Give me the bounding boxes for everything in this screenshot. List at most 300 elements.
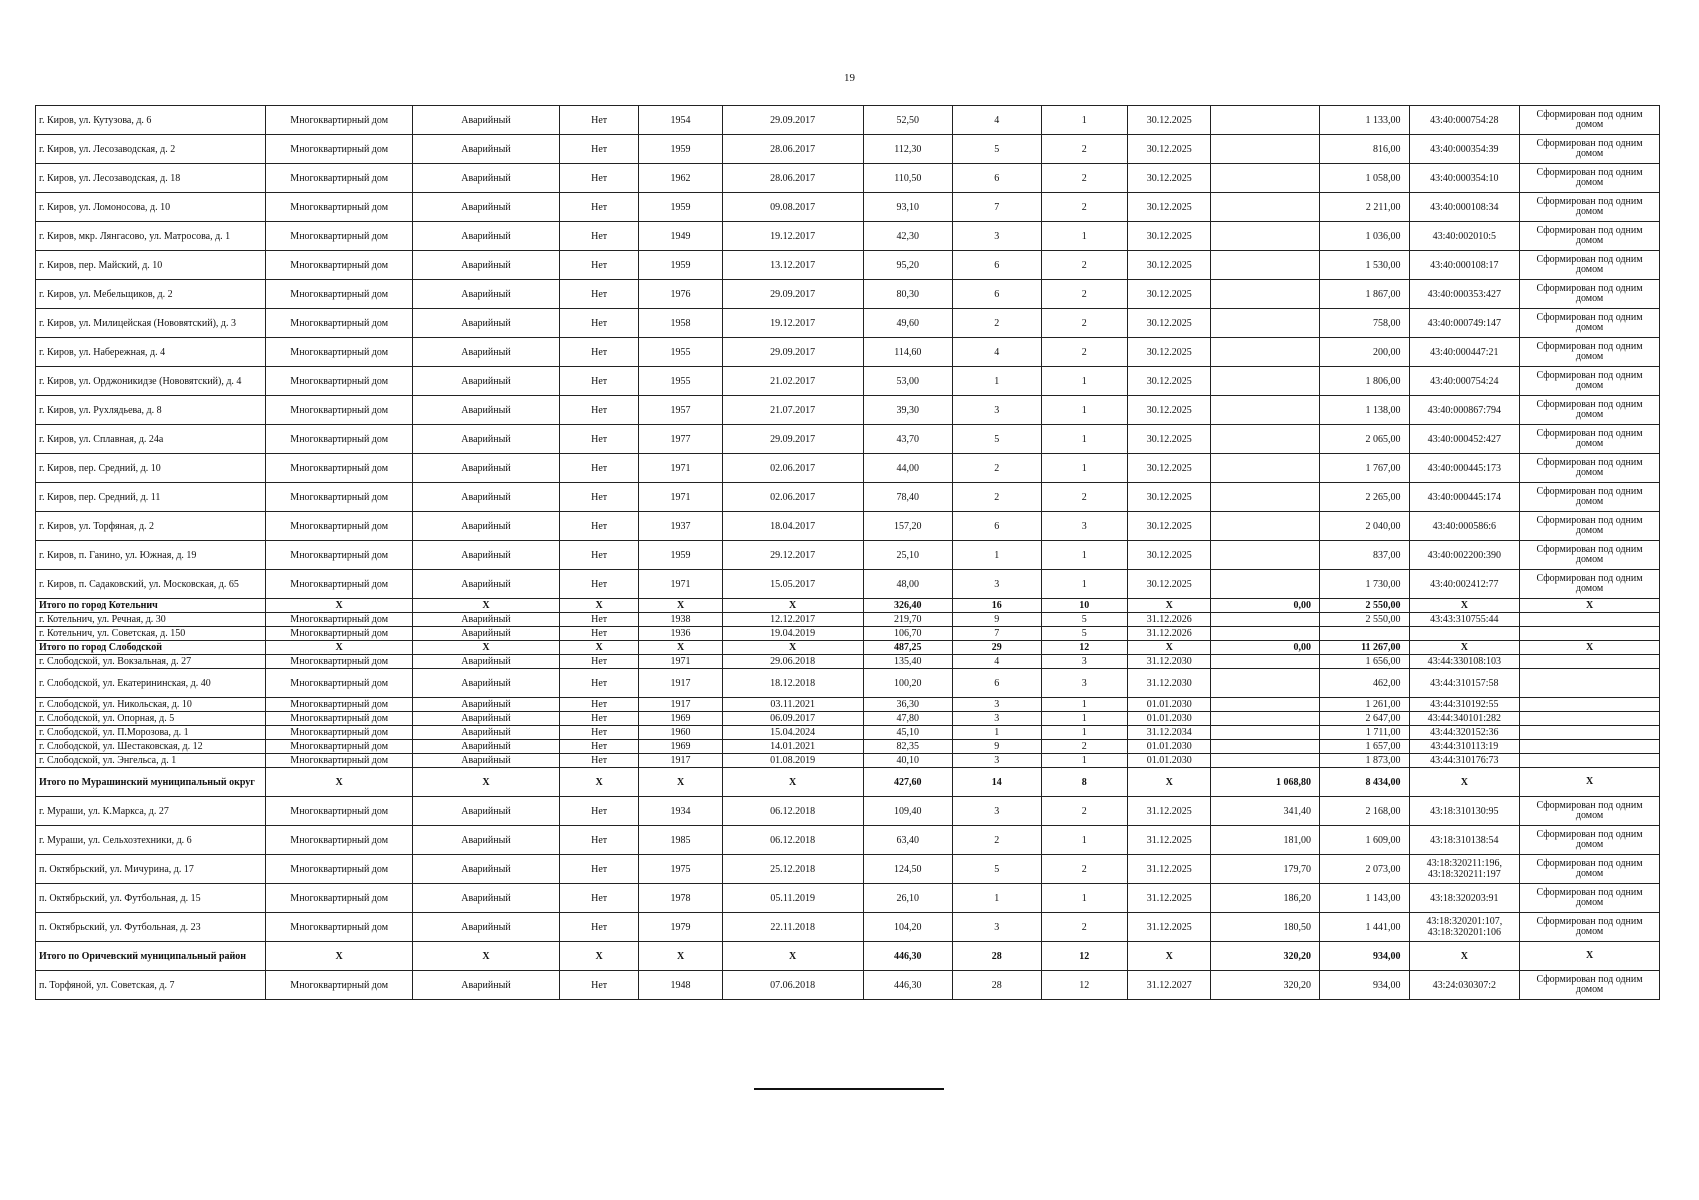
cell-year-built: X: [639, 768, 722, 797]
cell-area-2: 320,20: [1211, 942, 1320, 971]
cell-area-2: 0,00: [1211, 599, 1320, 613]
cell-building-type: Многоквартирный дом: [266, 280, 413, 309]
table-row: [36, 971, 1660, 1000]
cell-residents: 2: [953, 309, 1041, 338]
cell-recognition-date: 14.01.2021: [722, 740, 863, 754]
cell-year-built: 1917: [639, 669, 722, 698]
cell-building-type: Многоквартирный дом: [266, 698, 413, 712]
cell-note: [1520, 698, 1660, 712]
cell-land-area: 1 867,00: [1320, 280, 1409, 309]
cell-building-type: Многоквартирный дом: [266, 483, 413, 512]
cell-land-area: 1 767,00: [1320, 454, 1409, 483]
cell-residents: 3: [953, 222, 1041, 251]
cell-apartments: 5: [1041, 627, 1127, 641]
cell-area: 53,00: [863, 367, 952, 396]
cell-land-area: 1 806,00: [1320, 367, 1409, 396]
cell-area-2: [1211, 193, 1320, 222]
cell-land-area: 1 730,00: [1320, 570, 1409, 599]
cell-year-built: 1969: [639, 740, 722, 754]
cell-area-2: [1211, 106, 1320, 135]
cell-recognition-date: 03.11.2021: [722, 698, 863, 712]
cell-building-type: Многоквартирный дом: [266, 338, 413, 367]
cell-note: Сформирован под одним домом: [1520, 884, 1660, 913]
cell-address: г. Слободской, ул. Шестаковская, д. 12: [36, 740, 266, 754]
cell-recognition-date: 21.07.2017: [722, 396, 863, 425]
cell-demolished: Нет: [559, 280, 638, 309]
cell-land-area: 1 261,00: [1320, 698, 1409, 712]
cell-land-area: 1 609,00: [1320, 826, 1409, 855]
cell-note: Сформирован под одним домом: [1520, 367, 1660, 396]
table-row: [36, 367, 1660, 396]
cell-residents: 1: [953, 367, 1041, 396]
cell-condition: Аварийный: [413, 570, 560, 599]
cell-note: Сформирован под одним домом: [1520, 106, 1660, 135]
cell-condition: Аварийный: [413, 251, 560, 280]
cell-apartments: 1: [1041, 222, 1127, 251]
cell-building-type: Многоквартирный дом: [266, 627, 413, 641]
cell-recognition-date: 01.08.2019: [722, 754, 863, 768]
cell-condition: Аварийный: [413, 425, 560, 454]
cell-residents: 6: [953, 251, 1041, 280]
cell-land-area: 1 656,00: [1320, 655, 1409, 669]
cell-cadastral-number: 43:44:310192:55: [1409, 698, 1520, 712]
cell-recognition-date: 12.12.2017: [722, 613, 863, 627]
cell-land-area: 2 550,00: [1320, 613, 1409, 627]
cell-land-area: 462,00: [1320, 669, 1409, 698]
cell-building-type: Многоквартирный дом: [266, 913, 413, 942]
cell-cadastral-number: 43:44:310176:73: [1409, 754, 1520, 768]
cell-year-built: 1975: [639, 855, 722, 884]
cell-address: г. Киров, пер. Средний, д. 10: [36, 454, 266, 483]
cell-building-type: Многоквартирный дом: [266, 712, 413, 726]
cell-demolished: Нет: [559, 309, 638, 338]
cell-apartments: 2: [1041, 338, 1127, 367]
cell-resettlement-deadline: 30.12.2025: [1127, 541, 1210, 570]
cell-land-area: 8 434,00: [1320, 768, 1409, 797]
cell-building-type: Многоквартирный дом: [266, 193, 413, 222]
cell-area: 78,40: [863, 483, 952, 512]
cell-residents: 6: [953, 280, 1041, 309]
cell-residents: 6: [953, 669, 1041, 698]
cell-area: 110,50: [863, 164, 952, 193]
cell-demolished: Нет: [559, 913, 638, 942]
cell-condition: Аварийный: [413, 913, 560, 942]
cell-demolished: Нет: [559, 251, 638, 280]
cell-demolished: X: [559, 641, 638, 655]
cell-cadastral-number: X: [1409, 599, 1520, 613]
cell-note: Сформирован под одним домом: [1520, 396, 1660, 425]
table-row: [36, 251, 1660, 280]
table-row: [36, 797, 1660, 826]
cell-recognition-date: 25.12.2018: [722, 855, 863, 884]
cell-apartments: 12: [1041, 942, 1127, 971]
cell-land-area: 758,00: [1320, 309, 1409, 338]
table-row: [36, 396, 1660, 425]
cell-resettlement-deadline: 01.01.2030: [1127, 698, 1210, 712]
cell-address: г. Киров, ул. Орджоникидзе (Нововятский), д. 4: [36, 367, 266, 396]
cell-residents: 1: [953, 726, 1041, 740]
cell-cadastral-number: 43:40:000754:24: [1409, 367, 1520, 396]
cell-demolished: Нет: [559, 164, 638, 193]
cell-land-area: 1 036,00: [1320, 222, 1409, 251]
cell-building-type: Многоквартирный дом: [266, 740, 413, 754]
cell-condition: Аварийный: [413, 669, 560, 698]
cell-year-built: 1917: [639, 698, 722, 712]
cell-demolished: Нет: [559, 712, 638, 726]
cell-residents: 2: [953, 826, 1041, 855]
cell-residents: 9: [953, 740, 1041, 754]
cell-land-area: 1 138,00: [1320, 396, 1409, 425]
cell-condition: Аварийный: [413, 627, 560, 641]
cell-building-type: Многоквартирный дом: [266, 726, 413, 740]
cell-area-2: 320,20: [1211, 971, 1320, 1000]
cell-resettlement-deadline: 31.12.2025: [1127, 913, 1210, 942]
cell-condition: Аварийный: [413, 971, 560, 1000]
table-row: [36, 338, 1660, 367]
cell-residents: 6: [953, 512, 1041, 541]
cell-recognition-date: 06.12.2018: [722, 826, 863, 855]
cell-area-2: 181,00: [1211, 826, 1320, 855]
table-row: [36, 884, 1660, 913]
cell-residents: 4: [953, 655, 1041, 669]
cell-building-type: Многоквартирный дом: [266, 135, 413, 164]
cell-condition: Аварийный: [413, 164, 560, 193]
cell-resettlement-deadline: 30.12.2025: [1127, 135, 1210, 164]
cell-residents: 16: [953, 599, 1041, 613]
cell-note: Сформирован под одним домом: [1520, 826, 1660, 855]
cell-apartments: 2: [1041, 913, 1127, 942]
cell-area-2: [1211, 655, 1320, 669]
cell-cadastral-number: 43:40:000445:173: [1409, 454, 1520, 483]
cell-note: Сформирован под одним домом: [1520, 425, 1660, 454]
cell-year-built: 1959: [639, 135, 722, 164]
table-row: [36, 698, 1660, 712]
cell-building-type: Многоквартирный дом: [266, 797, 413, 826]
cell-residents: 2: [953, 483, 1041, 512]
cell-resettlement-deadline: 30.12.2025: [1127, 251, 1210, 280]
cell-year-built: 1979: [639, 913, 722, 942]
cell-recognition-date: 06.12.2018: [722, 797, 863, 826]
cell-year-built: X: [639, 641, 722, 655]
cell-condition: Аварийный: [413, 797, 560, 826]
cell-residents: 28: [953, 942, 1041, 971]
cell-year-built: 1959: [639, 251, 722, 280]
table-row: [36, 570, 1660, 599]
cell-condition: X: [413, 599, 560, 613]
cell-area-2: [1211, 164, 1320, 193]
cell-year-built: 1985: [639, 826, 722, 855]
cell-area-2: [1211, 222, 1320, 251]
cell-cadastral-number: 43:40:000354:10: [1409, 164, 1520, 193]
cell-note: X: [1520, 641, 1660, 655]
table-row: [36, 135, 1660, 164]
cell-demolished: X: [559, 768, 638, 797]
cell-area: 49,60: [863, 309, 952, 338]
cell-address: г. Киров, ул. Лесозаводская, д. 18: [36, 164, 266, 193]
subtotal-row: [36, 942, 1660, 971]
cell-building-type: Многоквартирный дом: [266, 106, 413, 135]
cell-building-type: Многоквартирный дом: [266, 454, 413, 483]
cell-cadastral-number: 43:18:310130:95: [1409, 797, 1520, 826]
cell-year-built: 1971: [639, 655, 722, 669]
cell-recognition-date: 02.06.2017: [722, 454, 863, 483]
cell-demolished: Нет: [559, 512, 638, 541]
cell-address: п. Октябрьский, ул. Футбольная, д. 23: [36, 913, 266, 942]
cell-demolished: Нет: [559, 570, 638, 599]
cell-area: 446,30: [863, 971, 952, 1000]
cell-cadastral-number: 43:40:000867:794: [1409, 396, 1520, 425]
cell-address: Итого по Оричевский муниципальный район: [36, 942, 266, 971]
cell-address: г. Киров, ул. Набережная, д. 4: [36, 338, 266, 367]
cell-recognition-date: 06.09.2017: [722, 712, 863, 726]
cell-apartments: 1: [1041, 884, 1127, 913]
cell-demolished: Нет: [559, 669, 638, 698]
cell-residents: 3: [953, 570, 1041, 599]
cell-condition: Аварийный: [413, 655, 560, 669]
cell-resettlement-deadline: X: [1127, 599, 1210, 613]
cell-apartments: 2: [1041, 740, 1127, 754]
cell-area: 157,20: [863, 512, 952, 541]
cell-year-built: 1938: [639, 613, 722, 627]
cell-year-built: 1937: [639, 512, 722, 541]
cell-apartments: 1: [1041, 106, 1127, 135]
cell-land-area: 11 267,00: [1320, 641, 1409, 655]
table-row: [36, 712, 1660, 726]
cell-residents: 3: [953, 396, 1041, 425]
cell-residents: 3: [953, 712, 1041, 726]
cell-land-area: [1320, 627, 1409, 641]
cell-address: г. Мураши, ул. К.Маркса, д. 27: [36, 797, 266, 826]
cell-demolished: Нет: [559, 855, 638, 884]
cell-recognition-date: 15.04.2024: [722, 726, 863, 740]
cell-resettlement-deadline: 01.01.2030: [1127, 740, 1210, 754]
cell-resettlement-deadline: 31.12.2027: [1127, 971, 1210, 1000]
cell-apartments: 2: [1041, 309, 1127, 338]
cell-building-type: Многоквартирный дом: [266, 669, 413, 698]
cell-recognition-date: 29.09.2017: [722, 106, 863, 135]
cell-area-2: [1211, 512, 1320, 541]
cell-apartments: 2: [1041, 135, 1127, 164]
cell-building-type: Многоквартирный дом: [266, 826, 413, 855]
cell-building-type: X: [266, 599, 413, 613]
cell-recognition-date: 29.06.2018: [722, 655, 863, 669]
cell-note: Сформирован под одним домом: [1520, 280, 1660, 309]
cell-area-2: [1211, 425, 1320, 454]
table-row: [36, 541, 1660, 570]
cell-note: [1520, 627, 1660, 641]
cell-building-type: Многоквартирный дом: [266, 613, 413, 627]
subtotal-row: [36, 641, 1660, 655]
cell-demolished: Нет: [559, 135, 638, 164]
cell-cadastral-number: 43:44:320152:36: [1409, 726, 1520, 740]
table-row: [36, 280, 1660, 309]
table-row: [36, 613, 1660, 627]
cell-note: Сформирован под одним домом: [1520, 193, 1660, 222]
cell-area: 63,40: [863, 826, 952, 855]
cell-area: 39,30: [863, 396, 952, 425]
cell-area-2: [1211, 541, 1320, 570]
cell-condition: Аварийный: [413, 884, 560, 913]
table-row: [36, 754, 1660, 768]
cell-cadastral-number: X: [1409, 641, 1520, 655]
cell-year-built: 1959: [639, 541, 722, 570]
cell-apartments: 12: [1041, 971, 1127, 1000]
cell-demolished: Нет: [559, 222, 638, 251]
cell-note: Сформирован под одним домом: [1520, 222, 1660, 251]
cell-condition: X: [413, 641, 560, 655]
cell-land-area: 1 133,00: [1320, 106, 1409, 135]
cell-demolished: Нет: [559, 740, 638, 754]
cell-resettlement-deadline: 30.12.2025: [1127, 222, 1210, 251]
cell-recognition-date: X: [722, 641, 863, 655]
cell-cadastral-number: 43:18:320201:107, 43:18:320201:106: [1409, 913, 1520, 942]
cell-year-built: 1971: [639, 570, 722, 599]
cell-demolished: X: [559, 599, 638, 613]
cell-area-2: [1211, 698, 1320, 712]
cell-note: [1520, 669, 1660, 698]
cell-year-built: 1969: [639, 712, 722, 726]
cell-recognition-date: 19.12.2017: [722, 222, 863, 251]
cell-area: 26,10: [863, 884, 952, 913]
cell-resettlement-deadline: 30.12.2025: [1127, 164, 1210, 193]
cell-land-area: 1 143,00: [1320, 884, 1409, 913]
cell-address: г. Киров, ул. Рухлядьева, д. 8: [36, 396, 266, 425]
cell-apartments: 5: [1041, 613, 1127, 627]
cell-land-area: 1 873,00: [1320, 754, 1409, 768]
cell-resettlement-deadline: 31.12.2025: [1127, 855, 1210, 884]
page-number: 19: [844, 72, 855, 84]
cell-apartments: 1: [1041, 754, 1127, 768]
cell-land-area: 1 711,00: [1320, 726, 1409, 740]
cell-cadastral-number: 43:40:000447:21: [1409, 338, 1520, 367]
cell-recognition-date: 15.05.2017: [722, 570, 863, 599]
cell-apartments: 2: [1041, 855, 1127, 884]
cell-note: Сформирован под одним домом: [1520, 164, 1660, 193]
cell-residents: 29: [953, 641, 1041, 655]
table-row: [36, 222, 1660, 251]
cell-year-built: 1948: [639, 971, 722, 1000]
cell-year-built: 1977: [639, 425, 722, 454]
cell-recognition-date: 29.09.2017: [722, 338, 863, 367]
cell-area: 42,30: [863, 222, 952, 251]
cell-demolished: Нет: [559, 627, 638, 641]
cell-resettlement-deadline: X: [1127, 768, 1210, 797]
cell-area: 135,40: [863, 655, 952, 669]
cell-area: 219,70: [863, 613, 952, 627]
cell-residents: 7: [953, 193, 1041, 222]
cell-area-2: [1211, 627, 1320, 641]
cell-apartments: 12: [1041, 641, 1127, 655]
table-row: [36, 512, 1660, 541]
cell-year-built: 1978: [639, 884, 722, 913]
cell-address: г. Киров, ул. Кутузова, д. 6: [36, 106, 266, 135]
cell-recognition-date: 18.04.2017: [722, 512, 863, 541]
cell-area-2: [1211, 570, 1320, 599]
cell-area-2: 1 068,80: [1211, 768, 1320, 797]
cell-recognition-date: 28.06.2017: [722, 135, 863, 164]
cell-note: Сформирован под одним домом: [1520, 913, 1660, 942]
cell-demolished: Нет: [559, 884, 638, 913]
cell-condition: Аварийный: [413, 698, 560, 712]
cell-area-2: [1211, 726, 1320, 740]
subtotal-row: [36, 768, 1660, 797]
cell-note: [1520, 655, 1660, 669]
cell-area: 45,10: [863, 726, 952, 740]
cell-residents: 3: [953, 754, 1041, 768]
cell-demolished: Нет: [559, 726, 638, 740]
cell-area: 40,10: [863, 754, 952, 768]
cell-building-type: Многоквартирный дом: [266, 884, 413, 913]
cell-apartments: 1: [1041, 570, 1127, 599]
cell-address: г. Киров, пер. Средний, д. 11: [36, 483, 266, 512]
cell-demolished: Нет: [559, 396, 638, 425]
cell-residents: 9: [953, 613, 1041, 627]
table-row: [36, 726, 1660, 740]
cell-apartments: 2: [1041, 251, 1127, 280]
cell-address: г. Киров, пер. Майский, д. 10: [36, 251, 266, 280]
cell-resettlement-deadline: 30.12.2025: [1127, 309, 1210, 338]
cell-building-type: Многоквартирный дом: [266, 855, 413, 884]
cell-cadastral-number: 43:44:310113:19: [1409, 740, 1520, 754]
cell-demolished: Нет: [559, 454, 638, 483]
cell-area-2: [1211, 135, 1320, 164]
cell-demolished: Нет: [559, 106, 638, 135]
cell-condition: Аварийный: [413, 106, 560, 135]
cell-area: 112,30: [863, 135, 952, 164]
cell-cadastral-number: 43:44:340101:282: [1409, 712, 1520, 726]
cell-demolished: Нет: [559, 193, 638, 222]
cell-address: г. Слободской, ул. Никольская, д. 10: [36, 698, 266, 712]
cell-condition: Аварийный: [413, 512, 560, 541]
cell-apartments: 1: [1041, 454, 1127, 483]
cell-residents: 28: [953, 971, 1041, 1000]
cell-note: Сформирован под одним домом: [1520, 483, 1660, 512]
cell-resettlement-deadline: 31.12.2030: [1127, 655, 1210, 669]
cell-recognition-date: 29.09.2017: [722, 280, 863, 309]
cell-resettlement-deadline: 30.12.2025: [1127, 425, 1210, 454]
cell-cadastral-number: 43:44:330108:103: [1409, 655, 1520, 669]
cell-cadastral-number: 43:40:000108:17: [1409, 251, 1520, 280]
table-row: [36, 913, 1660, 942]
cell-condition: Аварийный: [413, 396, 560, 425]
cell-residents: 5: [953, 425, 1041, 454]
cell-area: 93,10: [863, 193, 952, 222]
cell-condition: Аварийный: [413, 541, 560, 570]
cell-residents: 3: [953, 698, 1041, 712]
cell-resettlement-deadline: 31.12.2025: [1127, 884, 1210, 913]
table-row: [36, 669, 1660, 698]
cell-demolished: Нет: [559, 425, 638, 454]
cell-address: г. Киров, п. Садаковский, ул. Московская, д. 65: [36, 570, 266, 599]
cell-area-2: [1211, 396, 1320, 425]
cell-address: г. Киров, ул. Милицейская (Нововятский), д. 3: [36, 309, 266, 338]
cell-demolished: X: [559, 942, 638, 971]
cell-cadastral-number: 43:40:000586:6: [1409, 512, 1520, 541]
cell-cadastral-number: 43:40:000754:28: [1409, 106, 1520, 135]
cell-area: 52,50: [863, 106, 952, 135]
cell-apartments: 1: [1041, 698, 1127, 712]
cell-condition: Аварийный: [413, 135, 560, 164]
cell-cadastral-number: 43:40:000749:147: [1409, 309, 1520, 338]
cell-area-2: [1211, 754, 1320, 768]
cell-demolished: Нет: [559, 971, 638, 1000]
cell-resettlement-deadline: X: [1127, 942, 1210, 971]
cell-year-built: 1957: [639, 396, 722, 425]
cell-address: г. Киров, ул. Торфяная, д. 2: [36, 512, 266, 541]
cell-condition: Аварийный: [413, 740, 560, 754]
cell-cadastral-number: 43:40:000445:174: [1409, 483, 1520, 512]
cell-recognition-date: 05.11.2019: [722, 884, 863, 913]
